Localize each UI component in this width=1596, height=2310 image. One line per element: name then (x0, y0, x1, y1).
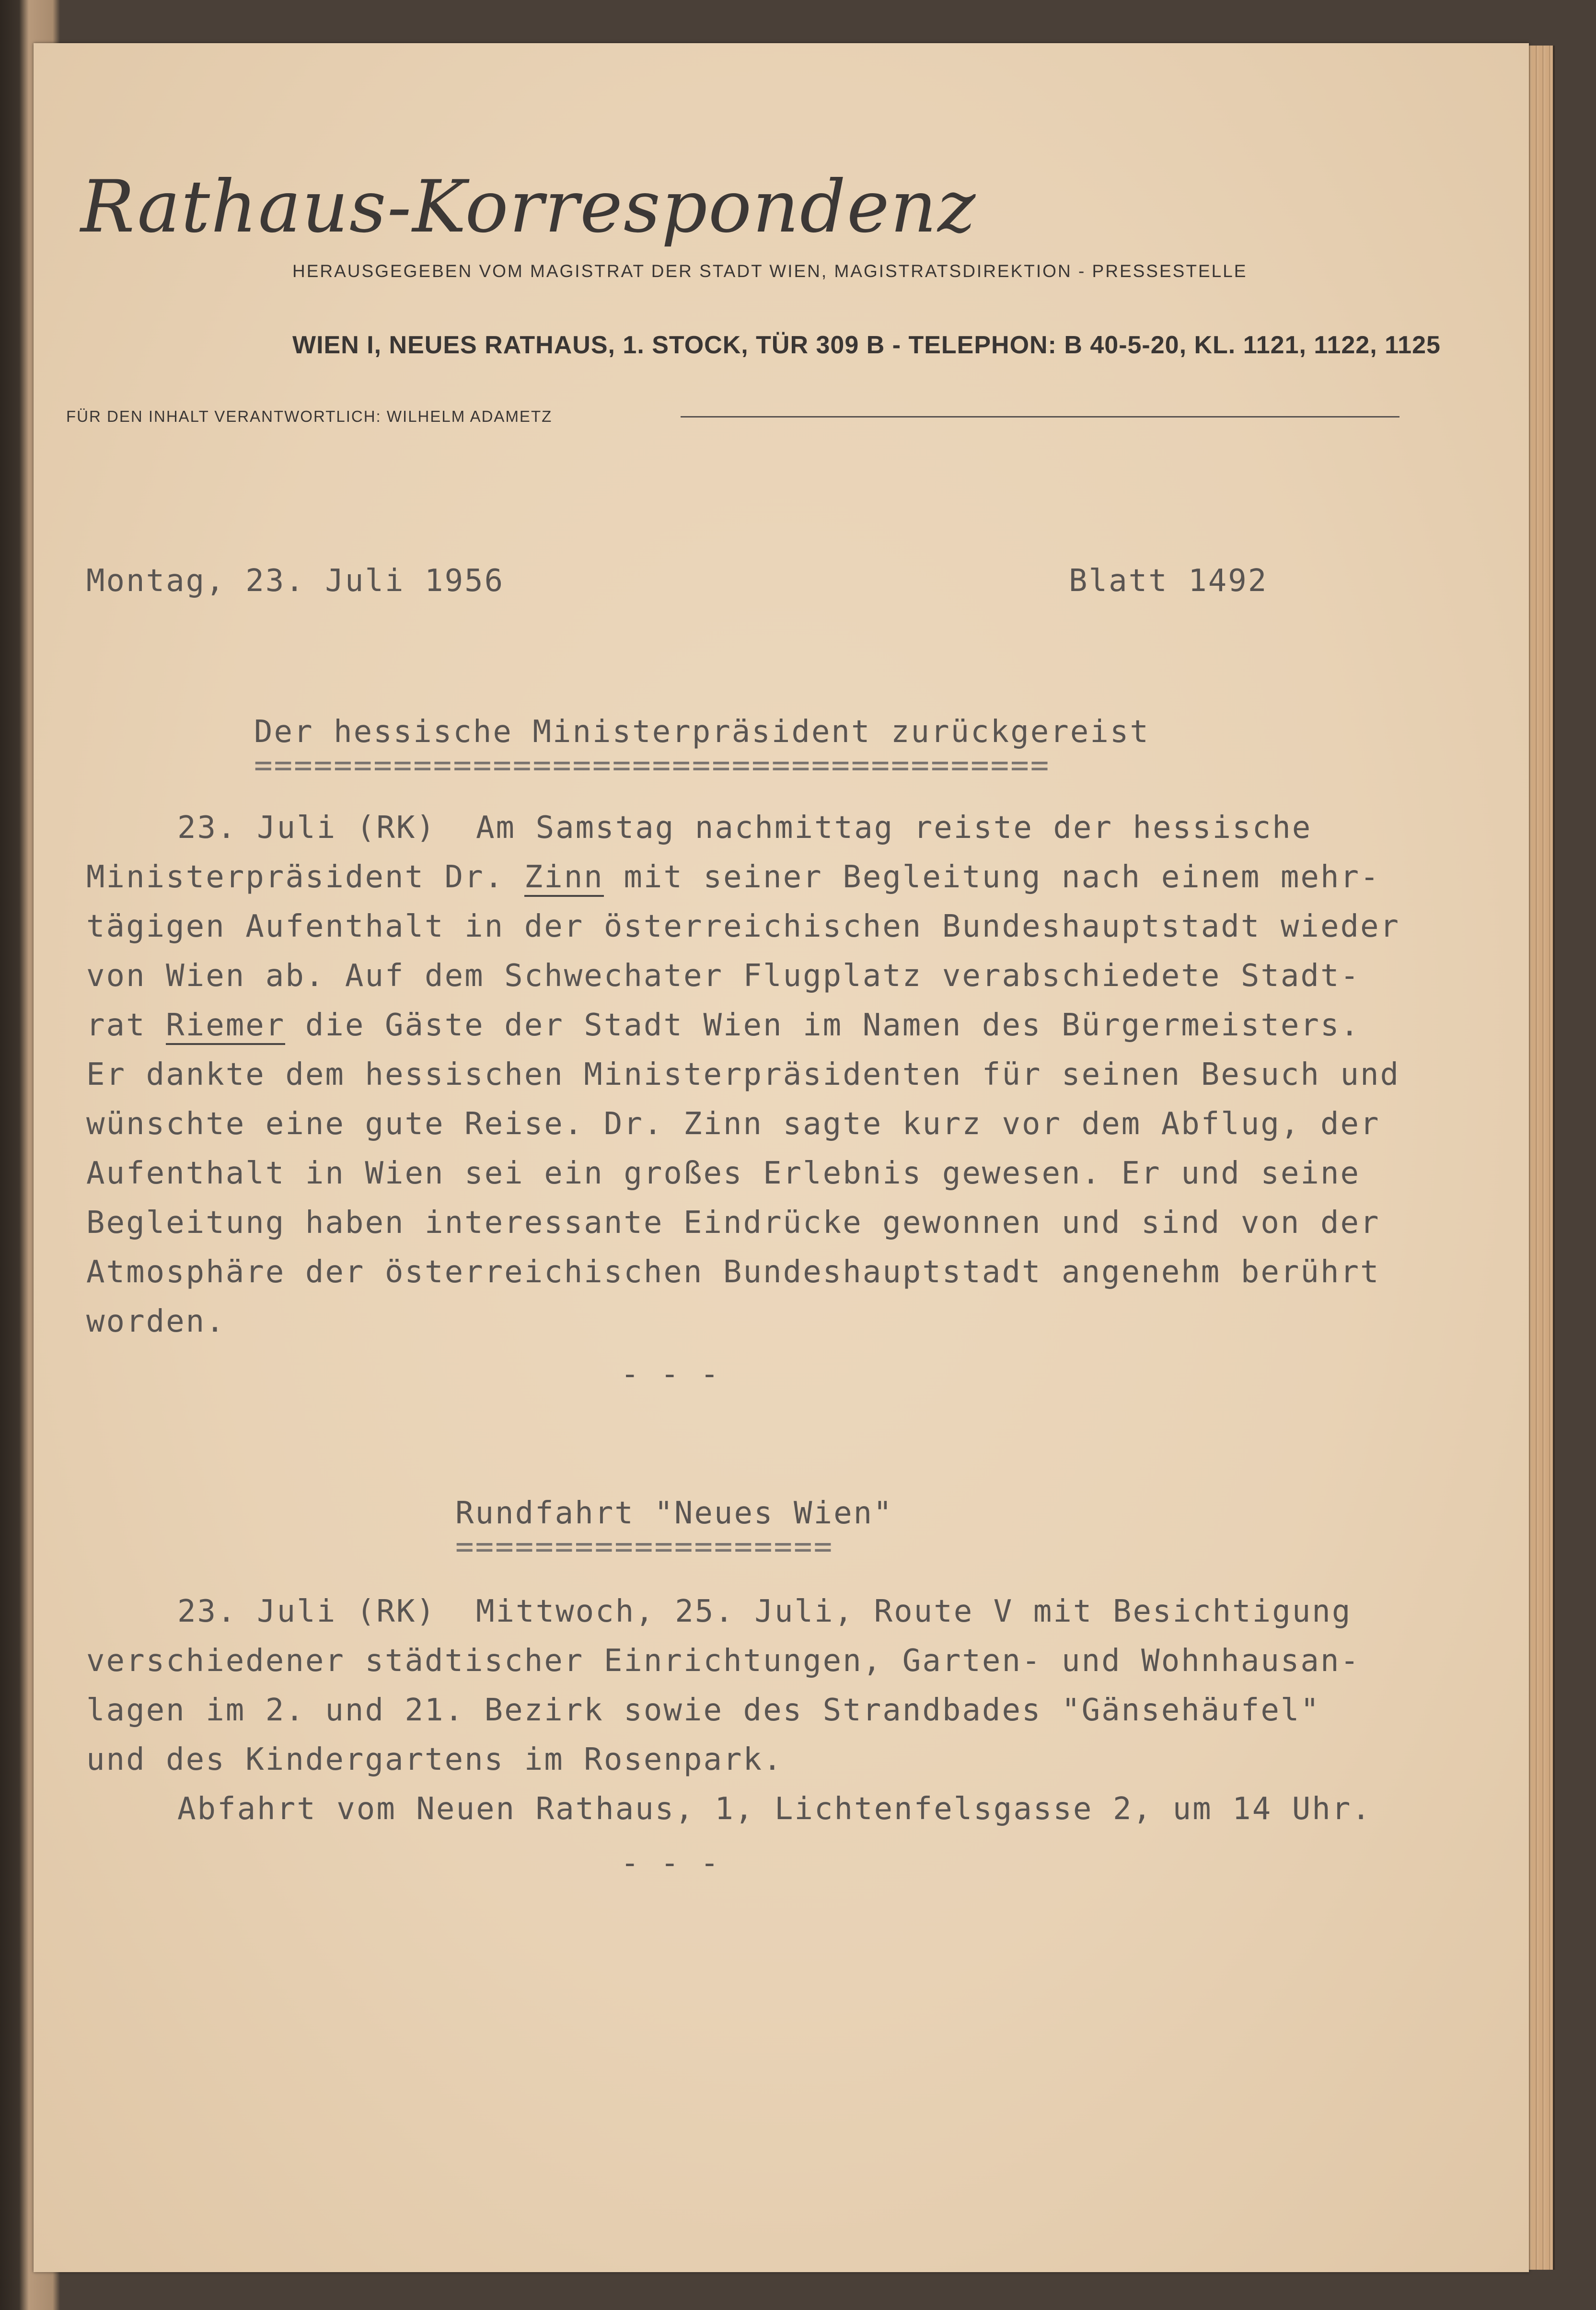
address-line: WIEN I, NEUES RATHAUS, 1. STOCK, TÜR 309 B - TELEPHON: B 40-5-20, KL. 1121, 1122, 1125 (292, 331, 1441, 359)
article1-line: 23. Juli (RK) Am Samstag nachmittag reiste der hessische (177, 810, 1312, 846)
publisher-line: HERAUSGEGEBEN VOM MAGISTRAT DER STADT WIEN, MAGISTRATSDIREKTION - PRESSESTELLE (292, 261, 1248, 281)
name-underlined: Zinn (524, 859, 604, 897)
sheet-number: Blatt 1492 (1069, 563, 1268, 599)
article2-line: Abfahrt vom Neuen Rathaus, 1, Lichtenfelsgasse 2, um 14 Uhr. (177, 1791, 1372, 1827)
article2-headline-underline: =================== (455, 1529, 834, 1565)
article2-line: und des Kindergartens im Rosenpark. (86, 1742, 783, 1777)
article1-line: tägigen Aufenthalt in der österreichischen Bundeshauptstadt wieder (86, 909, 1400, 944)
article1-separator: - - - (621, 1357, 720, 1392)
article2-line: verschiedener städtischer Einrichtungen, Garten- und Wohnhausan- (86, 1643, 1360, 1679)
document-page (34, 43, 1529, 2272)
article1-headline: Der hessische Ministerpräsident zurückgereist (254, 714, 1150, 750)
article2-separator: - - - (621, 1846, 720, 1881)
article2-line: 23. Juli (RK) Mittwoch, 25. Juli, Route V mit Besichtigung (177, 1594, 1352, 1629)
name-underlined: Riemer (166, 1008, 285, 1045)
responsible-line: FÜR DEN INHALT VERANTWORTLICH: WILHELM ADAMETZ (66, 407, 553, 425)
article1-line: wünschte eine gute Reise. Dr. Zinn sagte kurz vor dem Abflug, der (86, 1106, 1380, 1142)
masthead-rule (681, 416, 1399, 418)
article2-line: lagen im 2. und 21. Bezirk sowie des Strandbades "Gänsehäufel" (86, 1693, 1320, 1728)
article1-headline-underline: ======================================== (254, 748, 1051, 783)
article1-line: Ministerpräsident Dr. Zinn mit seiner Begleitung nach einem mehr- (86, 859, 1380, 895)
article1-line: von Wien ab. Auf dem Schwechater Flugplatz verabschiedete Stadt- (86, 958, 1360, 994)
article2-headline: Rundfahrt "Neues Wien" (455, 1496, 893, 1531)
article1-line: Aufenthalt in Wien sei ein großes Erlebnis gewesen. Er und seine (86, 1156, 1360, 1191)
article1-line: Atmosphäre der österreichischen Bundeshauptstadt angenehm berührt (86, 1254, 1380, 1290)
article1-line: rat Riemer die Gäste der Stadt Wien im Namen des Bürgermeisters. (86, 1008, 1360, 1043)
date-line: Montag, 23. Juli 1956 (86, 563, 505, 599)
article1-line: Begleitung haben interessante Eindrücke gewonnen und sind von der (86, 1205, 1380, 1241)
article1-line: Er dankte dem hessischen Ministerpräsidenten für seinen Besuch und (86, 1057, 1400, 1092)
masthead-title: Rathaus-Korrespondenz (81, 165, 977, 249)
article1-line: worden. (86, 1304, 226, 1339)
